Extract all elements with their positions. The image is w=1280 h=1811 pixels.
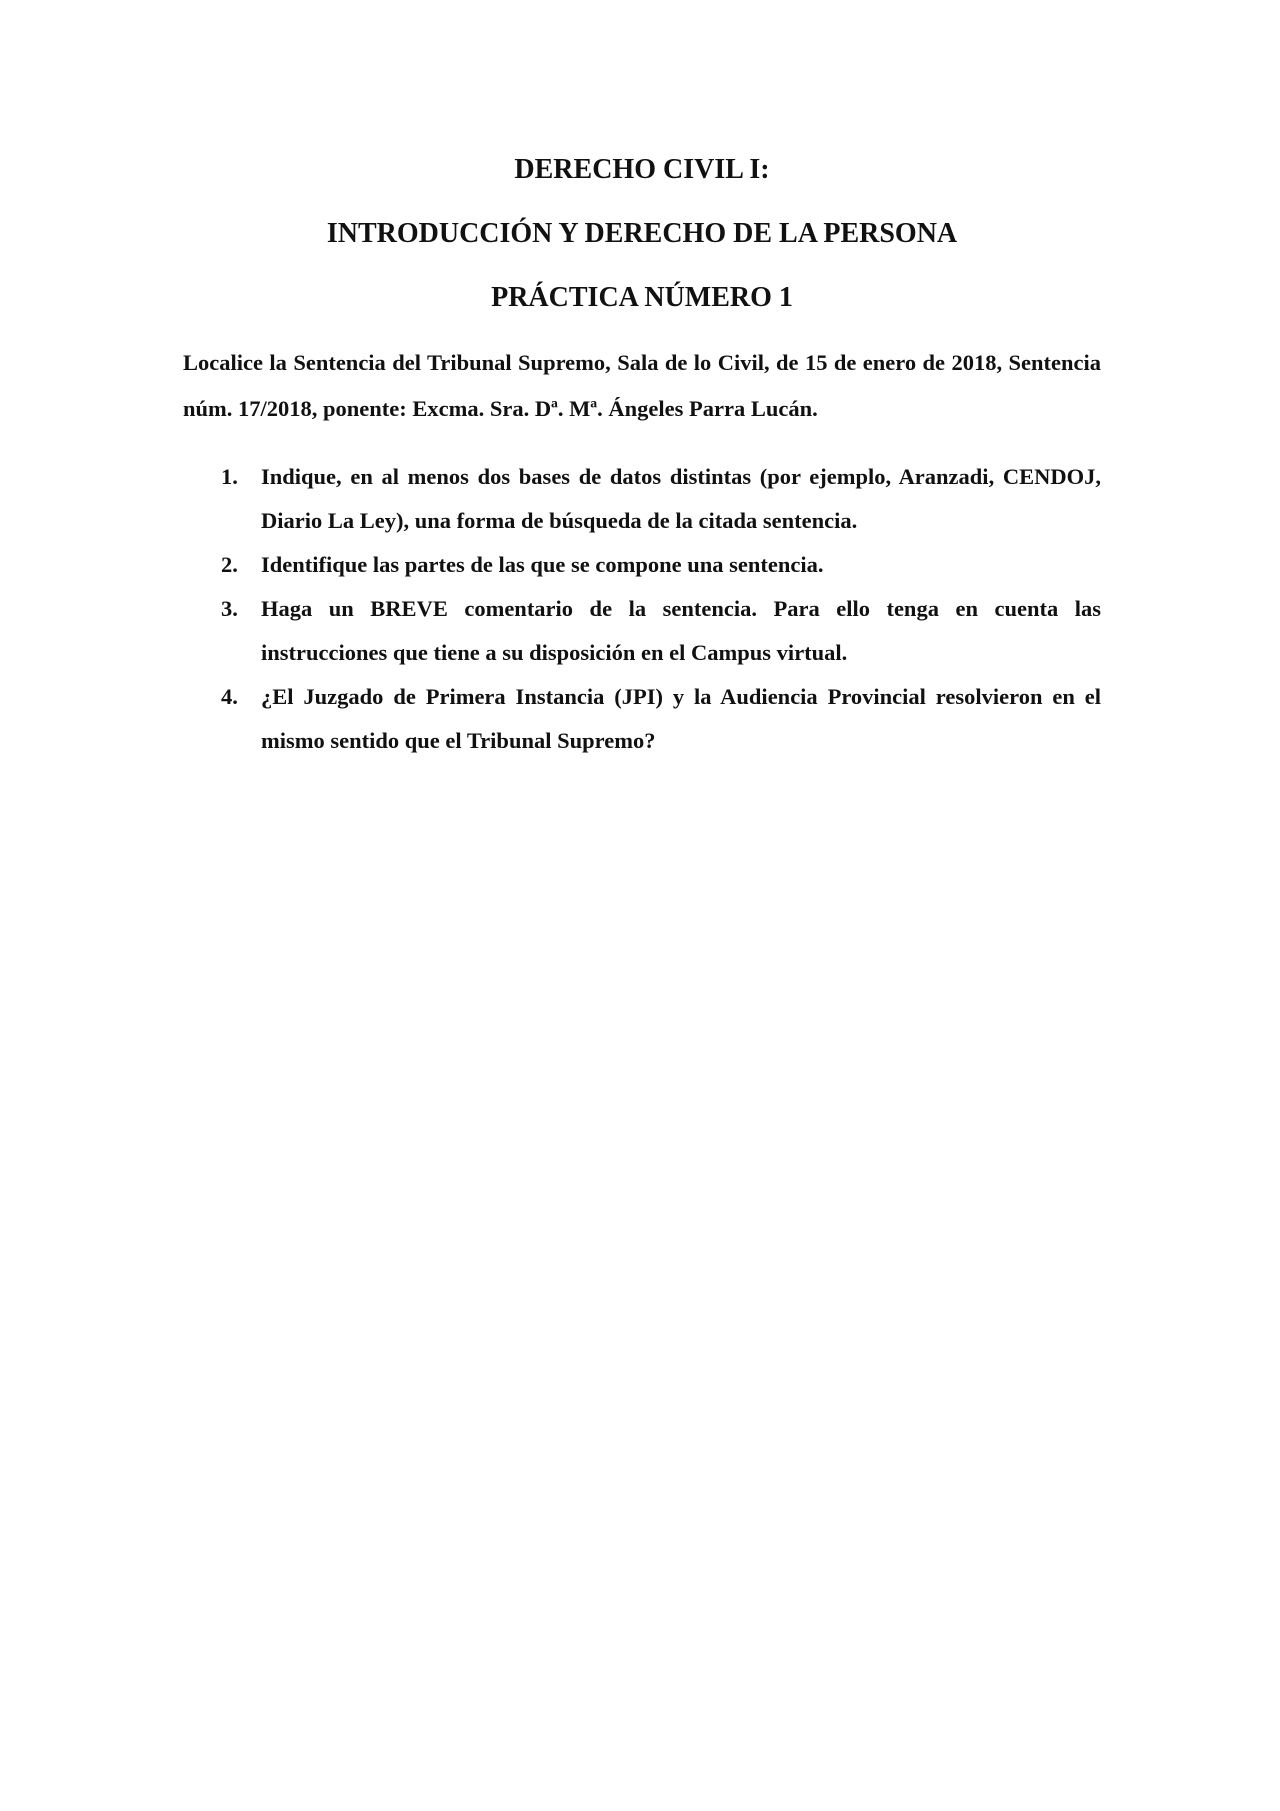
- task-number: 1.: [221, 463, 238, 489]
- task-item-4: [183, 675, 1101, 763]
- task-item-3: [183, 587, 1101, 675]
- document-title-subject: INTRODUCCIÓN Y DERECHO DE LA PERSONA: [326, 218, 958, 249]
- intro-paragraph: Localice la Sentencia del Tribunal Supremo, Sala de lo Civil, de 15 de enero de 2018, Sentencia núm. 17/2018, ponente: Excma. Sra. Dª. Mª. Ángeles Parra Lucán.: [183, 350, 1101, 421]
- task-text: ¿El Juzgado de Primera Instancia (JPI) y la Audiencia Provincial resolvieron en el mismo sentido que el Tribunal Supremo?: [261, 683, 1101, 753]
- task-number: 3.: [221, 595, 238, 621]
- task-item-2: [183, 543, 1101, 587]
- task-number: 2.: [221, 551, 238, 577]
- task-text: Haga un BREVE comentario de la sentencia. Para ello tenga en cuenta las instrucciones que tiene a su disposición en el Campus virtual.: [261, 595, 1101, 665]
- document-title-practice: PRÁCTICA NÚMERO 1: [491, 282, 793, 313]
- task-item-1: [183, 455, 1101, 543]
- document-content: [183, 150, 1101, 763]
- task-text: Indique, en al menos dos bases de datos distintas (por ejemplo, Aranzadi, CENDOJ, Diario La Ley), una forma de búsqueda de la citada sentencia.: [261, 463, 1101, 533]
- task-text: Identifique las partes de las que se compone una sentencia.: [261, 551, 824, 577]
- task-number: 4.: [221, 683, 238, 709]
- task-list: [183, 455, 1101, 763]
- document-title-course: DERECHO CIVIL I:: [514, 154, 770, 185]
